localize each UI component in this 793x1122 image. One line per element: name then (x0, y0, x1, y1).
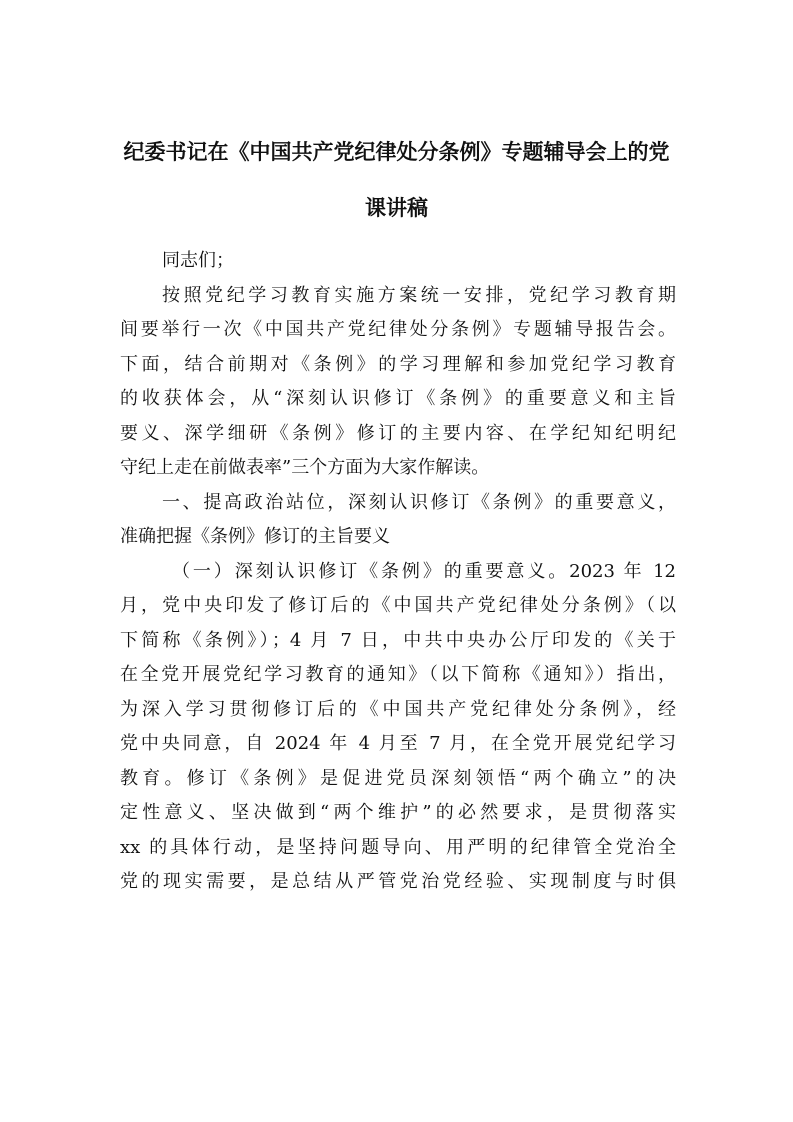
body-line: 教育。修订《条例》是促进党员深刻领悟“两个确立”的决 (120, 767, 676, 789)
section-heading-line: 准确把握《条例》修订的主旨要义 (120, 526, 390, 547)
body-line: 守纪上走在前做表率”三个方面为大家作解读。 (120, 457, 490, 478)
body-line: xx 的具体行动，是坚持问题导向、用严明的纪律管全党治全 (120, 836, 676, 858)
body-line: 按照党纪学习教育实施方案统一安排，党纪学习教育期 (162, 284, 676, 306)
salutation: 同志们； (162, 250, 234, 271)
body-line: 月，党中央印发了修订后的《中国共产党纪律处分条例》（以 (120, 595, 676, 616)
section-heading-line: 一、提高政治站位，深刻认识修订《条例》的重要意义， (162, 491, 676, 513)
body-line: 为深入学习贯彻修订后的《中国共产党纪律处分条例》，经 (120, 698, 676, 720)
body-line: 党中央同意，自 2024 年 4 月至 7 月，在全党开展党纪学习 (120, 733, 676, 754)
title-line: 纪委书记在《中国共产党纪律处分条例》专题辅导会上的党 (123, 140, 670, 164)
title-line: 课讲稿 (365, 196, 428, 220)
body-line: 下简称《条例》）；4 月 7 日，中共中央办公厅印发的《关于 (120, 629, 676, 651)
body-line: 党的现实需要，是总结从严管党治党经验、实现制度与时俱 (120, 871, 676, 892)
body-line: （一）深刻认识修订《条例》的重要意义。2023 年 12 (172, 560, 676, 582)
body-line: 要义、深学细研《条例》修订的主要内容、在学纪知纪明纪 (120, 422, 676, 444)
document-title (100, 124, 693, 236)
body-line: 下面，结合前期对《条例》的学习理解和参加党纪学习教育 (120, 353, 676, 375)
body-line: 定性意义、坚决做到“两个维护”的必然要求，是贯彻落实 (120, 802, 676, 823)
body-line: 间要举行一次《中国共产党纪律处分条例》专题辅导报告会。 (120, 319, 676, 340)
document-body (120, 244, 676, 900)
body-line: 的收获体会，从“深刻认识修订《条例》的重要意义和主旨 (120, 388, 676, 409)
body-line: 在全党开展党纪学习教育的通知》（以下简称《通知》）指出， (120, 664, 676, 685)
